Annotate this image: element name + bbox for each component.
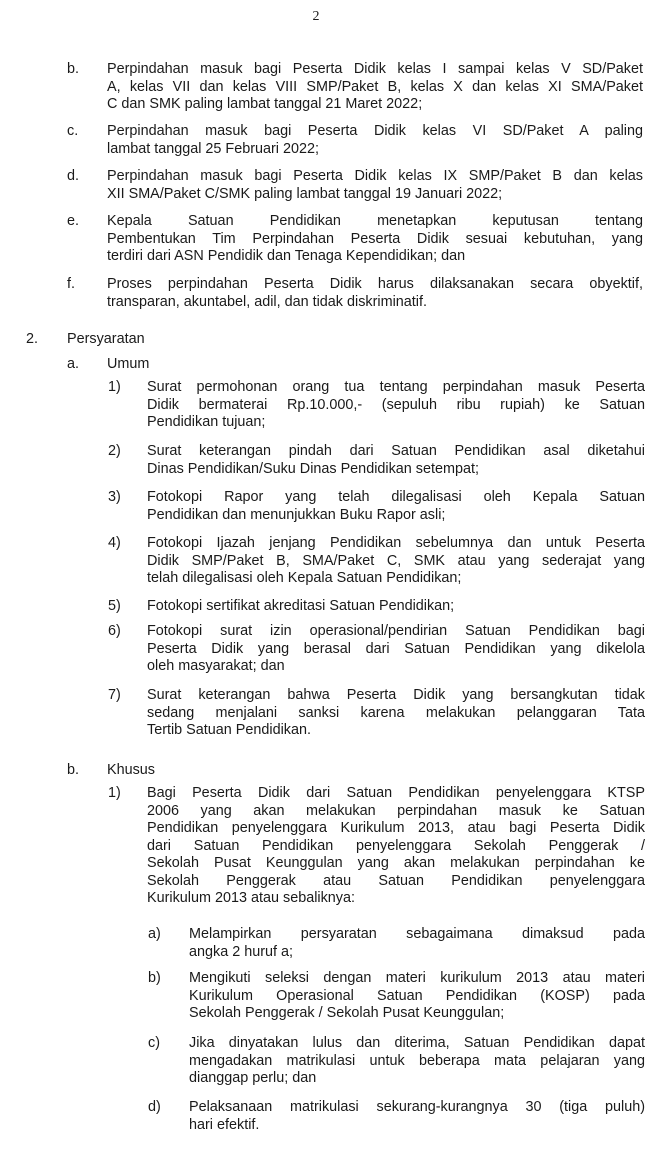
khusus-list-item-line: dari Satuan Pendidikan penyelenggara Sekolah Penggerak / — [147, 837, 645, 854]
list-item-label: f. — [67, 276, 75, 292]
list-item-text — [107, 123, 643, 158]
umum-list-item-line: Pendidikan dan menunjukkan Buku Rapor asli; — [147, 506, 446, 523]
umum-list-item-label: 4) — [108, 535, 121, 551]
umum-list-item-line: Pendidikan tujuan; — [147, 414, 266, 430]
list-item-line: Kepala Satuan Pendidikan menetapkan keputusan tentang — [107, 213, 643, 229]
khusus-sub-item-text — [189, 970, 645, 1023]
umum-list-item-label: 2) — [108, 443, 121, 459]
list-item-line: Perpindahan masuk bagi Peserta Didik kelas VI SD/Paket A paling — [107, 123, 643, 139]
list-item-label: e. — [67, 213, 80, 229]
khusus-list-item-line: Sekolah Penggerak atau Satuan Pendidikan penyelenggara — [147, 872, 645, 889]
umum-list-item-line: Didik SMP/Paket B, SMA/Paket C, SMK atau yang sederajat yang — [147, 552, 645, 569]
khusus-sub-item-label: c) — [148, 1035, 160, 1051]
khusus-list-item-line: Sekolah Pusat Keunggulan yang akan melakukan perpindahan ke — [147, 855, 645, 871]
khusus-sub-item-line: mengadakan matrikulasi untuk beberapa mata pelajaran yang — [189, 1052, 645, 1069]
khusus-list-item-line: Bagi Peserta Didik dari Satuan Pendidikan penyelenggara KTSP — [147, 785, 645, 801]
khusus-sub-item-line: Melampirkan persyaratan sebagaimana dimaksud pada — [189, 926, 645, 942]
khusus-sub-item-label: b) — [148, 970, 161, 986]
section-heading-title: Persyaratan — [67, 331, 145, 347]
list-item-label: c. — [67, 123, 79, 139]
subsection-heading-umum-label: a. — [67, 356, 80, 372]
umum-list-item-line: sedang menjalani sanksi karena melakukan pelanggaran Tata — [147, 704, 645, 721]
list-item-line: Perpindahan masuk bagi Peserta Didik kelas IX SMP/Paket B dan kelas — [107, 168, 643, 184]
khusus-sub-item-line: Kurikulum Operasional Satuan Pendidikan (KOSP) pada — [189, 987, 645, 1004]
umum-list-item-text — [147, 489, 645, 524]
umum-list-item-line: Surat permohonan orang tua tentang perpindahan masuk Peserta — [147, 379, 645, 395]
umum-list-item-line: telah dilegalisasi oleh Kepala Satuan Pendidikan; — [147, 570, 462, 586]
page-number: 2 — [312, 9, 320, 24]
list-item-line: lambat tanggal 25 Februari 2022; — [107, 140, 320, 157]
list-item-line: transparan, akuntabel, adil, dan tidak diskriminatif. — [107, 293, 427, 310]
khusus-list-item-text — [147, 785, 645, 908]
khusus-sub-item-line: Jika dinyatakan lulus dan diterima, Satuan Pendidikan dapat — [189, 1035, 645, 1051]
list-item-text — [107, 61, 643, 114]
umum-list-item-line: Didik bermaterai Rp.10.000,- (sepuluh ribu rupiah) ke Satuan — [147, 396, 645, 413]
umum-list-item-text — [147, 443, 645, 478]
list-item-line: Proses perpindahan Peserta Didik harus dilaksanakan secara obyektif, — [107, 276, 643, 292]
umum-list-item-line: Fotokopi surat izin operasional/pendirian Satuan Pendidikan bagi — [147, 623, 645, 639]
khusus-sub-item-line: hari efektif. — [189, 1116, 260, 1133]
list-item-line: Perpindahan masuk bagi Peserta Didik kelas I sampai kelas V SD/Paket — [107, 61, 643, 77]
umum-list-item-line: Fotokopi sertifikat akreditasi Satuan Pendidikan; — [147, 598, 455, 614]
khusus-sub-item-line: Sekolah Penggerak / Sekolah Pusat Keunggulan; — [189, 1005, 505, 1021]
list-item-line: Pembentukan Tim Perpindahan Peserta Didik sesuai kebutuhan, yang — [107, 230, 643, 247]
umum-list-item-line: Fotokopi Rapor yang telah dilegalisasi oleh Kepala Satuan — [147, 489, 645, 505]
umum-list-item-line: oleh masyarakat; dan — [147, 658, 285, 674]
subsection-heading-khusus-label: b. — [67, 762, 80, 778]
section-heading-label: 2. — [26, 331, 39, 347]
umum-list-item-line: Surat keterangan bahwa Peserta Didik yang bersangkutan tidak — [147, 687, 645, 703]
umum-list-item-text — [147, 379, 645, 432]
khusus-list-item-line: 2006 yang akan melakukan perpindahan masuk ke Satuan — [147, 802, 645, 819]
umum-list-item-line: Peserta Didik yang berasal dari Satuan Pendidikan yang dikelola — [147, 640, 645, 657]
list-item-line: A, kelas VII dan kelas VIII SMP/Paket B, kelas X dan kelas XI SMA/Paket — [107, 78, 643, 95]
khusus-sub-item-text — [189, 1099, 645, 1134]
khusus-list-item-line: Pendidikan penyelenggara Kurikulum 2013, atau bagi Peserta Didik — [147, 820, 645, 836]
umum-list-item-label: 6) — [108, 623, 121, 639]
umum-list-item-text — [147, 535, 645, 588]
list-item-line: terdiri dari ASN Pendidik dan Tenaga Kependidikan; dan — [107, 248, 466, 264]
list-item-text — [107, 213, 643, 266]
khusus-sub-item-line: dianggap perlu; dan — [189, 1070, 317, 1086]
list-item-text — [107, 276, 643, 311]
khusus-list-item-label: 1) — [108, 785, 121, 801]
khusus-sub-item-text — [189, 1035, 645, 1088]
khusus-sub-item-text — [189, 926, 645, 961]
list-item-label: d. — [67, 168, 80, 184]
umum-list-item-line: Tertib Satuan Pendidikan. — [147, 722, 312, 738]
subsection-heading-khusus-title: Khusus — [107, 762, 155, 778]
umum-list-item-text — [147, 598, 645, 616]
subsection-heading-umum-title: Umum — [107, 356, 150, 372]
umum-list-item-line: Surat keterangan pindah dari Satuan Pendidikan asal diketahui — [147, 443, 645, 459]
khusus-sub-item-line: Mengikuti seleksi dengan materi kurikulum 2013 atau materi — [189, 970, 645, 986]
khusus-sub-item-line: angka 2 huruf a; — [189, 943, 294, 960]
khusus-sub-item-label: a) — [148, 926, 161, 942]
list-item-line: C dan SMK paling lambat tanggal 21 Maret 2022; — [107, 96, 423, 112]
khusus-list-item-line: Kurikulum 2013 atau sebaliknya: — [147, 890, 355, 906]
umum-list-item-line: Fotokopi Ijazah jenjang Pendidikan sebelumnya dan untuk Peserta — [147, 535, 645, 551]
umum-list-item-text — [147, 623, 645, 676]
umum-list-item-label: 3) — [108, 489, 121, 505]
umum-list-item-label: 7) — [108, 687, 121, 703]
umum-list-item-line: Dinas Pendidikan/Suku Dinas Pendidikan setempat; — [147, 460, 479, 477]
list-item-text — [107, 168, 643, 203]
umum-list-item-label: 1) — [108, 379, 121, 395]
list-item-label: b. — [67, 61, 80, 77]
khusus-sub-item-label: d) — [148, 1099, 161, 1115]
khusus-sub-item-line: Pelaksanaan matrikulasi sekurang-kurangnya 30 (tiga puluh) — [189, 1099, 645, 1115]
umum-list-item-text — [147, 687, 645, 740]
list-item-line: XII SMA/Paket C/SMK paling lambat tanggal 19 Januari 2022; — [107, 185, 503, 202]
umum-list-item-label: 5) — [108, 598, 121, 614]
